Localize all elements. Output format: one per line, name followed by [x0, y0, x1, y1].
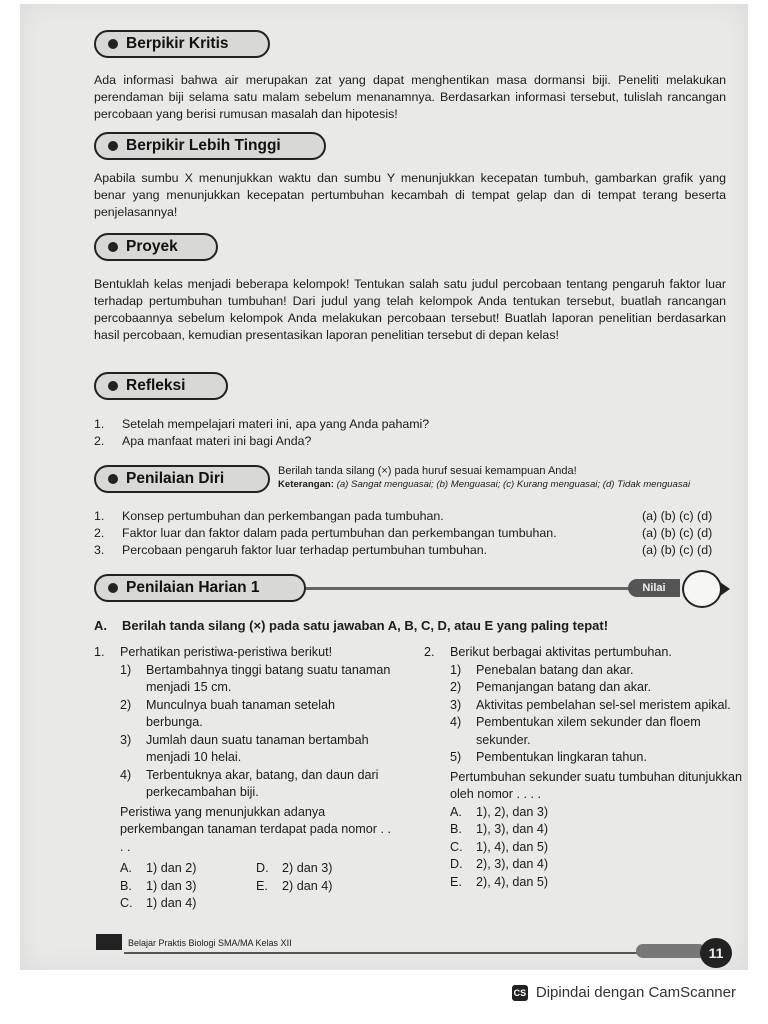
- part-a-instruction: [94, 618, 608, 633]
- score-circle[interactable]: [682, 570, 722, 608]
- answer-options: [450, 804, 742, 892]
- question-prompt: Peristiwa yang menunjukkan adanya perkembangan tanaman terdapat pada nomor . . . .: [120, 804, 391, 854]
- option-text[interactable]: 1) dan 2): [146, 861, 197, 875]
- item-text: Percobaan pengaruh faktor luar terhadap pertumbuhan tumbuhan.: [122, 543, 488, 557]
- section-title: Penilaian Diri: [126, 470, 225, 487]
- answer-option[interactable]: [450, 874, 742, 892]
- question-text: Berikut berbagai aktivitas pertumbuhan.: [450, 645, 672, 659]
- section-header-refleksi: [94, 372, 228, 400]
- bullet-icon: [108, 39, 118, 49]
- section-header-proyek: [94, 233, 218, 261]
- option-letter[interactable]: E.: [450, 874, 462, 889]
- rating-options[interactable]: (a) (b) (c) (d): [642, 526, 713, 540]
- penilaian-diri-instruction: [278, 464, 690, 492]
- question-number: 1.: [94, 645, 105, 659]
- item-text: Setelah mempelajari materi ini, apa yang Anda pahami?: [122, 417, 430, 431]
- rating-options[interactable]: (a) (b) (c) (d): [642, 509, 713, 523]
- question-prompt: Pertumbuhan sekunder suatu tumbuhan ditunjukkan oleh nomor . . . .: [450, 769, 742, 801]
- list-item: [450, 749, 742, 767]
- paragraph: Apabila sumbu X menunjukkan waktu dan sumbu Y menunjukkan kecepatan tumbuh, gambarkan grafik yang benar yang menunjukkan kecepatan pertumbuhan kecambah di tempat gelap dan di tempat terang beserta penjelasannya!: [94, 171, 726, 219]
- bullet-icon: [108, 381, 118, 391]
- item-text: Jumlah daun suatu tanaman bertambah menjadi 10 helai.: [146, 732, 369, 764]
- option-text[interactable]: 2), 4), dan 5): [476, 874, 549, 889]
- option-text[interactable]: 1), 2), dan 3): [476, 804, 549, 819]
- section-title: Berpikir Kritis: [126, 35, 229, 52]
- item-number: 5): [450, 750, 462, 764]
- answer-option[interactable]: [450, 839, 742, 857]
- section-header-penilaian-diri: [94, 465, 270, 493]
- self-assessment-row: [94, 542, 734, 559]
- item-number: 2.: [94, 434, 105, 448]
- item-number: 1.: [94, 417, 105, 431]
- item-text: Bertambahnya tinggi batang suatu tanaman menjadi 15 cm.: [146, 662, 391, 694]
- proyek-text: [94, 276, 726, 344]
- question-2: [424, 644, 742, 891]
- legend-label: Keterangan:: [278, 479, 334, 490]
- list-item: [450, 697, 742, 715]
- item-number: 3): [450, 697, 462, 712]
- paragraph: Bentuklah kelas menjadi beberapa kelompok! Tentukan salah satu judul percobaan tentang pengaruh faktor luar terhadap pertumbuhan tumbuhan! Dari judul yang telah kelompok Anda tentukan tersebut, buatlah rancangan percobaannya sebelum kelompok Anda melakukan percobaan tersebut! Buatlah laporan penelitian berdasarkan hasil percobaan, kemudian presentasikan laporan penelitian tersebut di depan kelas!: [94, 277, 726, 342]
- bullet-icon: [108, 242, 118, 252]
- bullet-icon: [108, 474, 118, 484]
- question-stem: [424, 644, 742, 662]
- list-item: [120, 697, 394, 732]
- question-stem: [94, 644, 394, 662]
- option-text[interactable]: 1) dan 4): [146, 896, 197, 910]
- question-text: Perhatikan peristiwa-peristiwa berikut!: [120, 645, 333, 659]
- self-assessment-row: [94, 508, 734, 525]
- divider-line: [306, 587, 630, 590]
- option-letter[interactable]: D.: [256, 861, 269, 875]
- list-item: [94, 433, 734, 450]
- part-label: A.: [94, 618, 107, 633]
- nilai-label: Nilai: [628, 579, 680, 597]
- option-letter[interactable]: C.: [120, 896, 133, 910]
- footer-bar: [636, 944, 706, 958]
- arrow-icon: [720, 582, 730, 596]
- option-text[interactable]: 1) dan 3): [146, 878, 197, 893]
- legend-values: (a) Sangat menguasai; (b) Menguasai; (c) Kurang menguasai; (d) Tidak menguasai: [336, 479, 691, 490]
- section-title: Berpikir Lebih Tinggi: [126, 137, 281, 154]
- berpikir-lebih-tinggi-text: [94, 170, 726, 221]
- item-number: 2): [120, 697, 132, 712]
- item-number: 1): [120, 662, 132, 677]
- section-header-berpikir-lebih-tinggi: [94, 132, 326, 160]
- answer-options: [120, 860, 394, 913]
- item-number: 2.: [94, 526, 105, 540]
- item-number: 2): [450, 680, 462, 694]
- option-text[interactable]: 2), 3), dan 4): [476, 857, 549, 871]
- item-number: 1): [450, 662, 462, 677]
- section-title: Refleksi: [126, 377, 186, 394]
- option-text[interactable]: 2) dan 3): [282, 861, 333, 875]
- footer-book-title: Belajar Praktis Biologi SMA/MA Kelas XII: [128, 938, 292, 948]
- item-number: 3): [120, 732, 132, 747]
- self-assessment-row: [94, 525, 734, 542]
- option-text[interactable]: 2) dan 4): [282, 878, 333, 893]
- item-text: Konsep pertumbuhan dan perkembangan pada tumbuhan.: [122, 509, 444, 523]
- option-letter[interactable]: B.: [120, 878, 132, 893]
- paragraph: Ada informasi bahwa air merupakan zat yang dapat menghentikan masa dormansi biji. Peneliti melakukan perendaman biji selama satu malam sebelum menanamnya. Berdasarkan informasi tersebut, tulislah rancangan percobaan yang berisi rumusan masalah dan hipotesis!: [94, 73, 726, 121]
- refleksi-list: [94, 416, 734, 450]
- item-text: Terbentuknya akar, batang, dan daun dari perkecambahan biji.: [146, 767, 379, 799]
- instruction-text: Berilah tanda silang (×) pada huruf sesuai kemampuan Anda!: [278, 465, 577, 477]
- section-title: Penilaian Harian 1: [126, 579, 260, 596]
- option-letter[interactable]: A.: [120, 861, 132, 875]
- item-text: Apa manfaat materi ini bagi Anda?: [122, 434, 312, 448]
- list-item: [450, 662, 742, 680]
- option-text[interactable]: 1), 4), dan 5): [476, 839, 549, 854]
- item-text: Aktivitas pembelahan sel-sel meristem apikal.: [476, 697, 731, 712]
- list-item: [450, 679, 742, 697]
- item-text: Munculnya buah tanaman setelah berbunga.: [146, 697, 336, 729]
- answer-option[interactable]: [450, 856, 742, 874]
- camscanner-watermark: [512, 984, 736, 1001]
- legend-text: [278, 478, 690, 492]
- item-number: 1.: [94, 509, 105, 523]
- item-text: Pembentukan lingkaran tahun.: [476, 750, 647, 764]
- footer-line: [124, 952, 700, 954]
- option-letter[interactable]: B.: [450, 822, 462, 836]
- option-text[interactable]: 1), 3), dan 4): [476, 822, 549, 836]
- bullet-icon: [108, 583, 118, 593]
- item-number: 4): [450, 715, 462, 729]
- rating-options[interactable]: (a) (b) (c) (d): [642, 543, 713, 557]
- list-item: [450, 714, 742, 749]
- list-item: [120, 767, 394, 802]
- part-text: Berilah tanda silang (×) pada satu jawaban A, B, C, D, atau E yang paling tepat!: [122, 618, 609, 633]
- list-item: [120, 732, 394, 767]
- bullet-icon: [108, 141, 118, 151]
- berpikir-kritis-text: [94, 72, 726, 123]
- item-number: 4): [120, 767, 132, 782]
- item-text: Faktor luar dan faktor dalam pada pertumbuhan dan perkembangan tumbuhan.: [122, 526, 557, 540]
- camscanner-logo-icon: CS: [512, 985, 528, 1001]
- section-header-berpikir-kritis: [94, 30, 270, 58]
- item-text: Pemanjangan batang dan akar.: [476, 680, 652, 694]
- answer-option[interactable]: [450, 804, 742, 822]
- section-title: Proyek: [126, 238, 178, 255]
- option-letter[interactable]: E.: [256, 878, 268, 893]
- answer-option[interactable]: [450, 821, 742, 839]
- item-number: 3.: [94, 543, 105, 557]
- section-header-penilaian-harian: [94, 574, 306, 602]
- page-number: 11: [700, 938, 732, 968]
- item-text: Penebalan batang dan akar.: [476, 662, 634, 677]
- scanned-page: [20, 4, 748, 970]
- question-1: [94, 644, 394, 913]
- penilaian-diri-list: [94, 508, 734, 559]
- option-letter[interactable]: D.: [450, 857, 463, 871]
- option-letter[interactable]: A.: [450, 804, 462, 819]
- list-item: [94, 416, 734, 433]
- list-item: [120, 662, 394, 697]
- footer-tab-block: [96, 934, 122, 950]
- question-number: 2.: [424, 645, 435, 659]
- option-letter[interactable]: C.: [450, 839, 463, 854]
- watermark-text: Dipindai dengan CamScanner: [535, 984, 736, 1001]
- item-text: Pembentukan xilem sekunder dan floem sekunder.: [476, 715, 701, 747]
